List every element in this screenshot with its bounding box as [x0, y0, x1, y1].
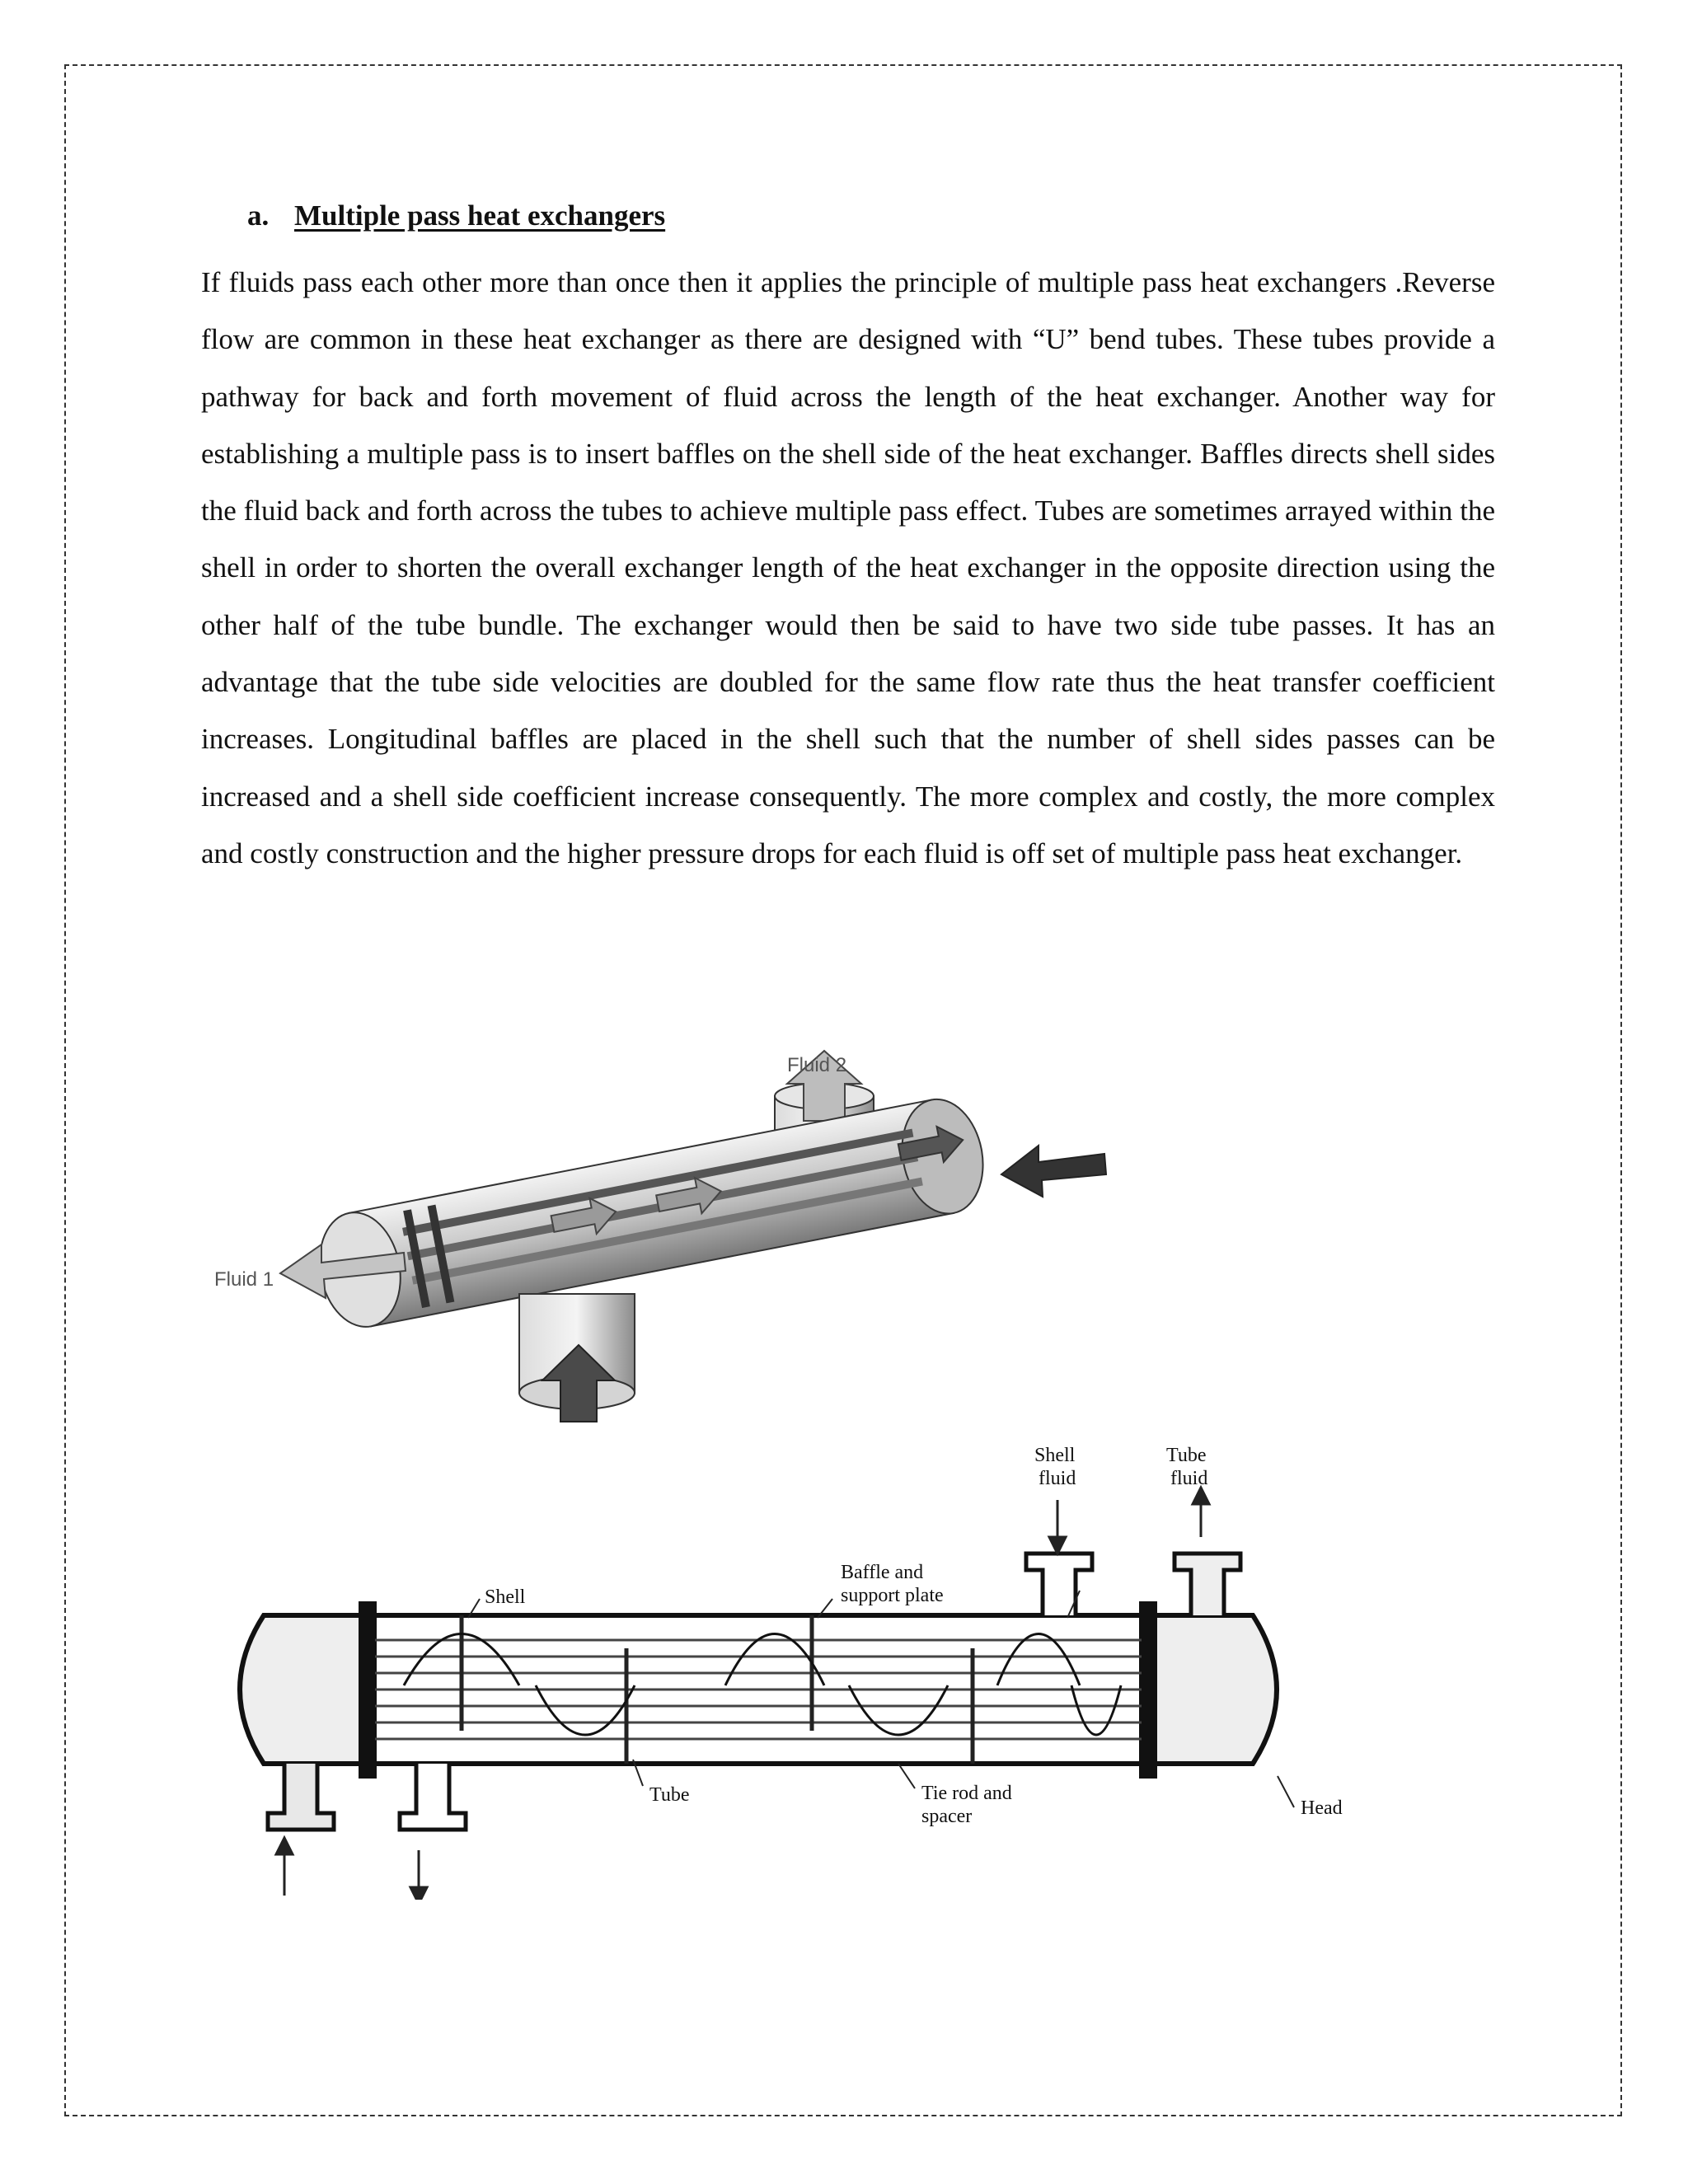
- figure-shell-tube-diagram: [206, 1438, 1376, 1900]
- tube-fluid-nozzle: [1175, 1554, 1240, 1615]
- body-paragraph: If fluids pass each other more than once then it applies the principle of multiple pass heat exchangers .Reverse flow are common in these heat exchanger as there are designed with “U” bend tubes. These tubes provide a pathway for back and forth movement of fluid across the length of the heat exchanger. Another way for establishing a multiple pass is to insert baffles on the shell side of the heat exchanger. Baffles directs shell sides the fluid back and forth across the tubes to achieve multiple pass effect. Tubes are sometimes arrayed within the shell in order to shorten the overall exchanger length of the heat exchanger in the opposite direction using the other half of the tube bundle. The exchanger would then be said to have two side tube passes. It has an advantage that the tube side velocities are doubled for the same flow rate thus the heat transfer coefficient increases. Longitudinal baffles are placed in the shell such that the number of shell sides passes can be increased and a shell side coefficient increase consequently. The more complex and costly, the more complex and costly construction and the higher pressure drops for each fluid is off set of multiple pass heat exchanger.: [201, 266, 1495, 869]
- section-heading: [247, 199, 665, 232]
- label-tube-fluid-line2: fluid: [1170, 1468, 1208, 1489]
- label-baffle-line1: Baffle and: [841, 1562, 924, 1583]
- inlet-nozzle-left: [268, 1764, 334, 1830]
- label-baffle-line2: support plate: [841, 1585, 944, 1606]
- figure-multipass-3d: [198, 1047, 1121, 1426]
- section-title: Multiple pass heat exchangers: [294, 199, 666, 232]
- section-number: a.: [247, 199, 270, 232]
- label-fluid1: Fluid 1: [214, 1268, 274, 1291]
- label-shell-fluid-line2: fluid: [1039, 1468, 1076, 1489]
- label-head: Head: [1301, 1797, 1343, 1819]
- outlet-nozzle-left: [400, 1764, 466, 1830]
- label-fluid2: Fluid 2: [787, 1054, 847, 1076]
- tube-inlet-arrow: [1001, 1146, 1106, 1197]
- label-shell-fluid-line1: Shell: [1034, 1445, 1076, 1466]
- label-tube: Tube: [649, 1784, 690, 1806]
- label-tierod-line1: Tie rod and: [921, 1783, 1012, 1804]
- label-tube-fluid-line1: Tube: [1166, 1445, 1207, 1466]
- left-head: [240, 1615, 363, 1764]
- right-head: [1154, 1615, 1277, 1764]
- label-shell: Shell: [485, 1586, 526, 1608]
- shell-fluid-nozzle: [1026, 1554, 1092, 1615]
- label-tierod-line2: spacer: [921, 1806, 973, 1827]
